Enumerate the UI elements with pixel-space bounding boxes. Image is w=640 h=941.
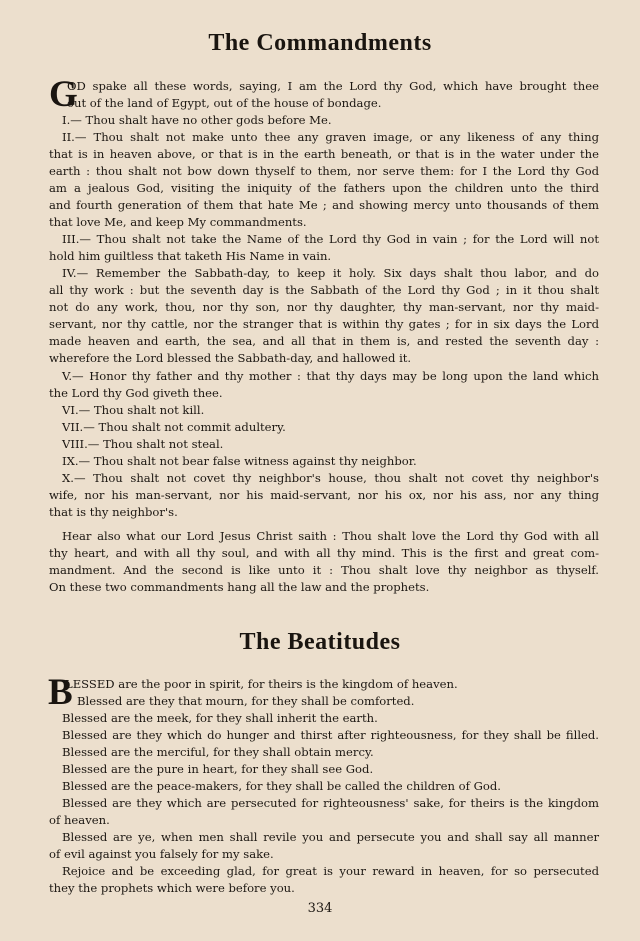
page-number: 334 [307,901,333,916]
beatitudes-line: Blessed are the peace-makers, for they shall be called the children of God. [62,779,501,793]
commandments-line: II.— Thou shalt not make unto thee any graven image, or any likeness of any thing [62,130,599,144]
beatitudes-line: they the prophets which were before you. [49,881,295,895]
commandments-line: servant, nor thy cattle, nor the stranger that is within thy gates ; for in six days the Lord [49,317,599,331]
commandments-line: that is in heaven above, or that is in the earth beneath, or that is in the water under the [49,147,599,161]
commandments-line: VII.— Thou shalt not commit adultery. [62,420,286,434]
commandments-title: The Commandments [208,30,432,56]
beatitudes-line: LESSED are the poor in spirit, for theirs is the kingdom of heaven. [65,677,458,691]
commandments-line: IV.— Remember the Sabbath-day, to keep it holy. Six days shalt thou labor, and do [62,266,599,280]
commandments-line: out of the land of Egypt, out of the house of bondage. [67,96,382,110]
commandments-line: Hear also what our Lord Jesus Christ saith : Thou shalt love the Lord thy God with all [62,529,599,543]
commandments-line: VI.— Thou shalt not kill. [62,403,205,417]
beatitudes-line: Blessed are the merciful, for they shall obtain mercy. [62,745,374,759]
beatitudes-line: Blessed are the meek, for they shall inherit the earth. [62,711,378,725]
beatitudes-line: of heaven. [49,813,110,827]
commandments-line: VIII.— Thou shalt not steal. [62,437,224,451]
beatitudes-title: The Beatitudes [239,629,401,655]
beatitudes-line: Blessed are the pure in heart, for they shall see God. [62,762,374,776]
commandments-line: X.— Thou shalt not covet thy neighbor's house, thou shalt not covet thy neighbor's [62,471,599,485]
beatitudes-line: Rejoice and be exceeding glad, for great is your reward in heaven, for so persecuted [62,864,599,878]
commandments-line: III.— Thou shalt not take the Name of the Lord thy God in vain ; for the Lord will not [62,232,599,246]
commandments-line: wherefore the Lord blessed the Sabbath-day, and hallowed it. [49,351,412,365]
commandments-line: OD spake all these words, saying, I am the Lord thy God, which have brought thee [67,79,599,93]
beatitudes-line: of evil against you falsely for my sake. [49,847,274,861]
commandments-line: not do any work, thou, nor thy son, nor thy daughter, thy man-servant, nor thy maid- [49,300,599,314]
beatitudes-line: Blessed are they which do hunger and thirst after righteousness, for they shall be filled. [62,728,599,742]
commandments-line: and fourth generation of them that hate Me ; and showing mercy unto thousands of them [49,198,599,212]
commandments-line: all thy work : but the seventh day is the Sabbath of the Lord thy God ; in it thou shalt [49,283,599,297]
beatitudes-line: Blessed are they that mourn, for they shall be comforted. [77,694,415,708]
commandments-line: thy heart, and with all thy soul, and with all thy mind. This is the first and great com- [49,546,599,560]
commandments-line: earth : thou shalt not bow down thyself to them, nor serve them: for I the Lord thy God [49,164,599,178]
commandments-line: On these two commandments hang all the law and the prophets. [49,580,430,594]
beatitudes-line: Blessed are ye, when men shall revile you and persecute you and shall say all manner [62,830,599,844]
commandments-line: IX.— Thou shalt not bear false witness against thy neighbor. [62,454,417,468]
commandments-line: that is thy neighbor's. [49,505,178,519]
beatitudes-drop-cap: B [48,672,73,713]
commandments-line: am a jealous God, visiting the iniquity of the fathers upon the children unto the third [49,181,599,195]
commandments-drop-cap: G [49,74,78,115]
commandments-line: V.— Honor thy father and thy mother : that thy days may be long upon the land which [62,369,599,383]
commandments-line: made heaven and earth, the sea, and all that in them is, and rested the seventh day : [49,334,599,348]
commandments-line: wife, nor his man-servant, nor his maid-servant, nor his ox, nor his ass, nor any thing [49,488,599,502]
commandments-line: mandment. And the second is like unto it : Thou shalt love thy neighbor as thyself. [49,563,599,577]
beatitudes-line: Blessed are they which are persecuted for righteousness' sake, for theirs is the kingdom [62,796,599,810]
commandments-line: the Lord thy God giveth thee. [49,386,223,400]
commandments-line: hold him guiltless that taketh His Name in vain. [49,249,332,263]
commandments-line: that love Me, and keep My commandments. [49,215,307,229]
commandments-line: I.— Thou shalt have no other gods before Me. [62,113,332,127]
